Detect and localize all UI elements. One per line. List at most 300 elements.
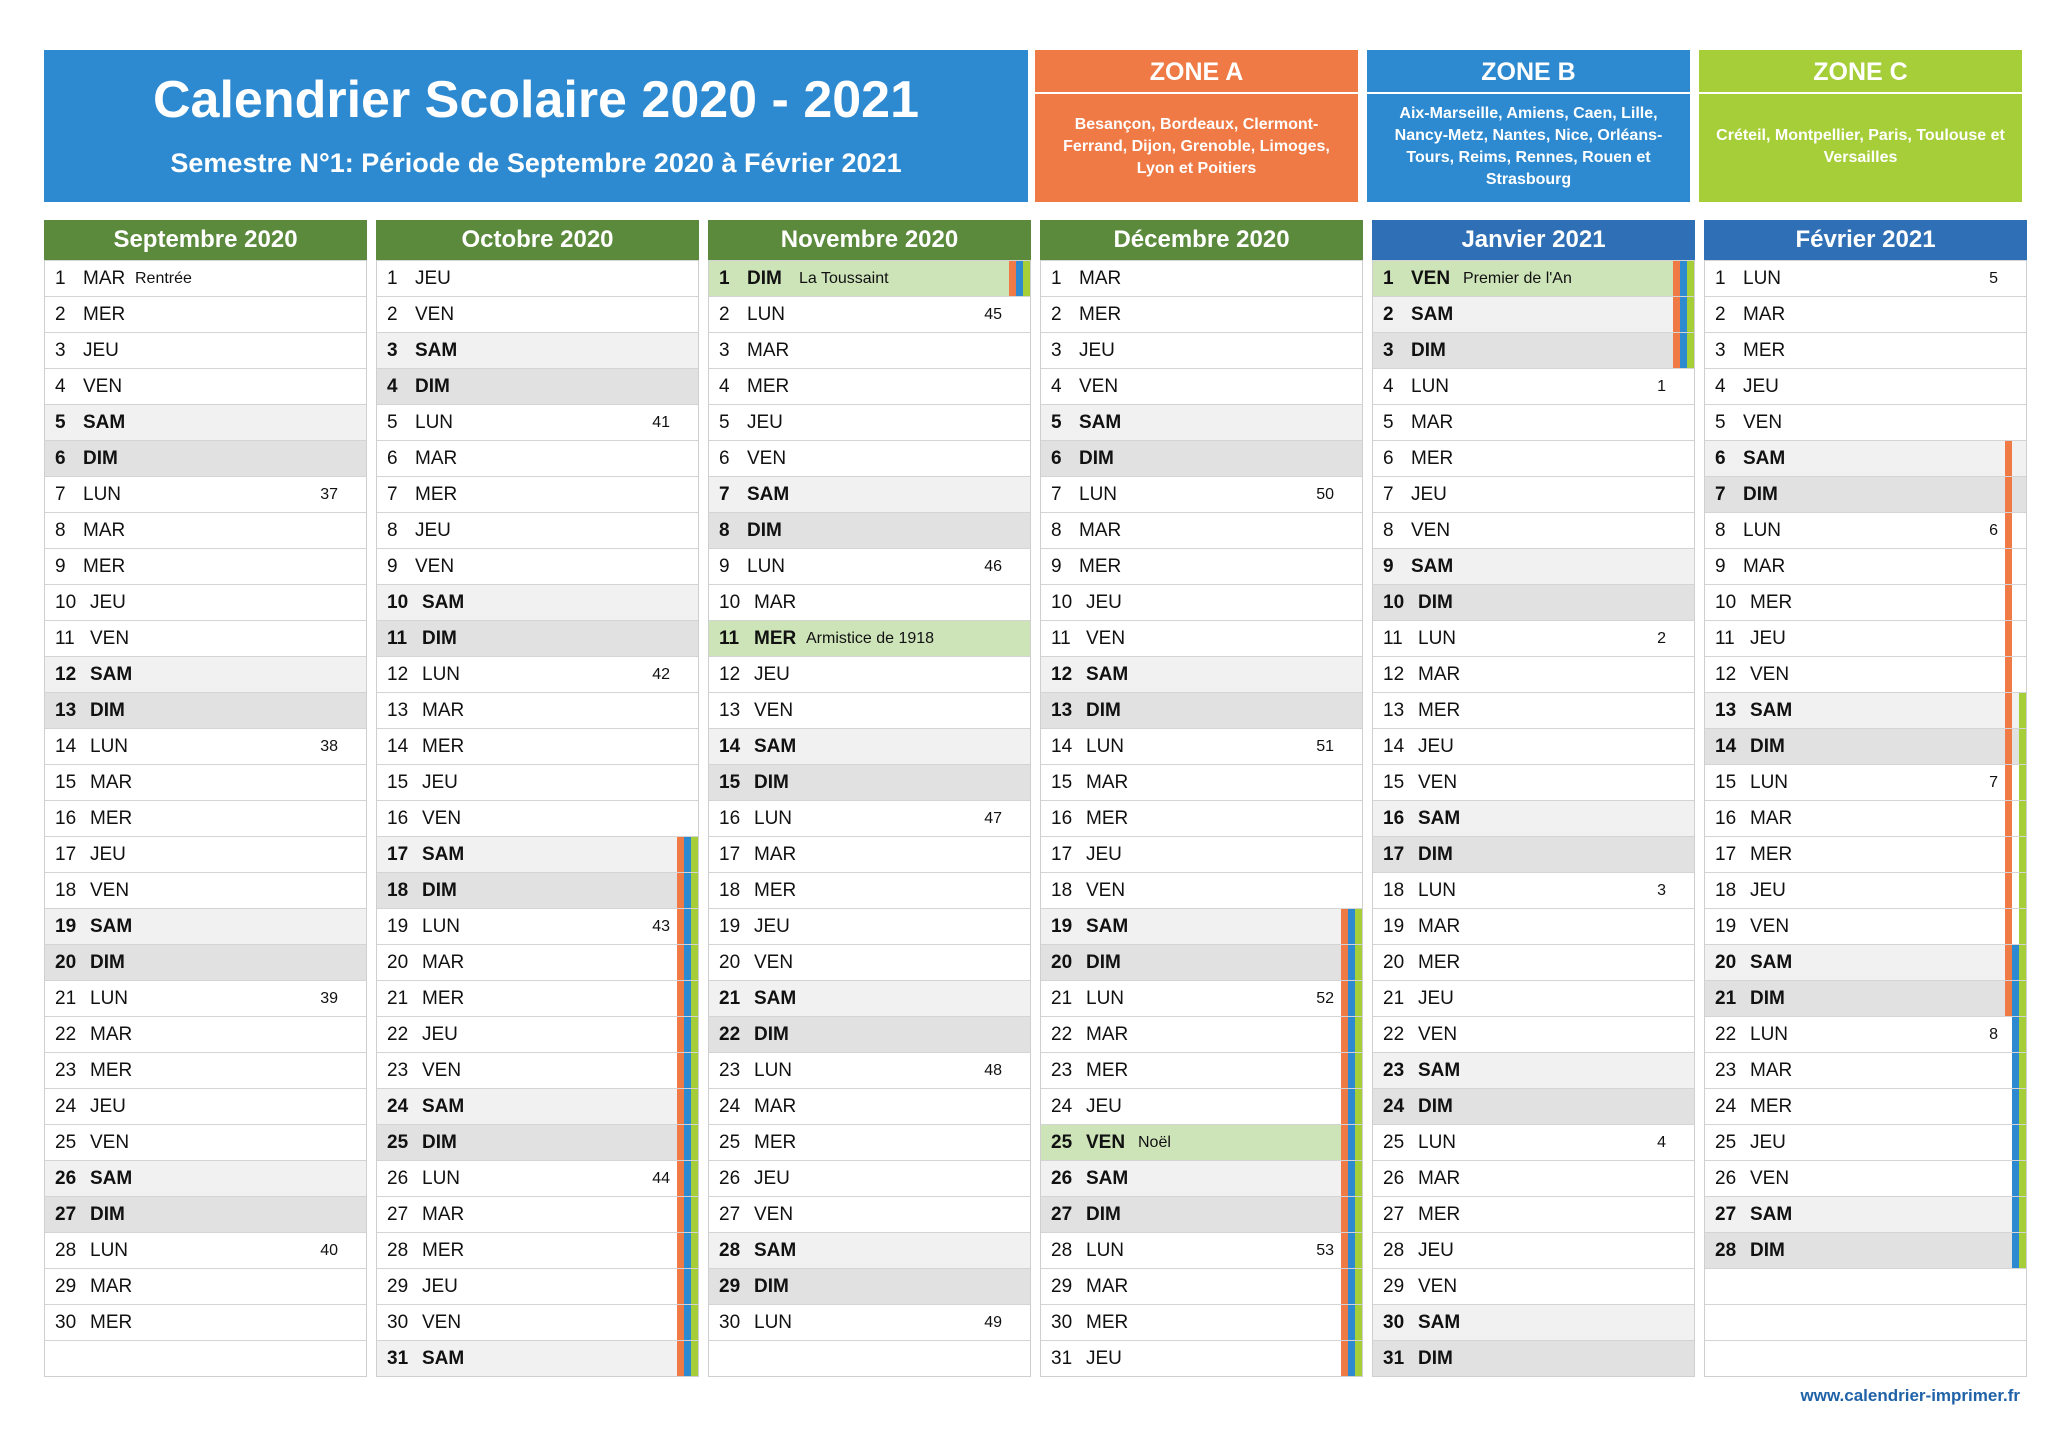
day-name: SAM [90, 664, 133, 685]
day-row [709, 656, 1030, 692]
zone-a-vacation-bar [1341, 981, 1348, 1016]
day-row [377, 1232, 698, 1268]
title-banner [44, 50, 1028, 202]
zone-a-vacation-bar [677, 1233, 684, 1268]
day-name: DIM [754, 1024, 789, 1045]
day-row [1373, 404, 1694, 440]
vacation-bars [1341, 1053, 1362, 1088]
day-name: LUN [747, 304, 786, 325]
zone-c-vacation-bar [1355, 1017, 1362, 1052]
vacation-bars [1673, 297, 1694, 332]
zone-a-vacation-bar [1341, 1125, 1348, 1160]
zone-b-vacation-bar [684, 1125, 691, 1160]
zone-a-vacation-bar [677, 1053, 684, 1088]
day-number: 9 [1051, 556, 1062, 577]
zone-c-vacation-bar [691, 1053, 698, 1088]
day-name: VEN [754, 700, 794, 721]
day-name: VEN [415, 304, 455, 325]
day-name: JEU [1418, 988, 1454, 1009]
day-number: 10 [1383, 592, 1405, 613]
vacation-bars [1341, 1017, 1362, 1052]
day-name: DIM [1750, 988, 1785, 1009]
day-row [45, 620, 366, 656]
day-row [1041, 764, 1362, 800]
day-name: VEN [415, 556, 455, 577]
day-row [45, 584, 366, 620]
day-row [45, 260, 366, 296]
zone-b-legend [1367, 50, 1690, 202]
day-name: MER [1411, 448, 1454, 469]
day-row [377, 404, 698, 440]
vacation-bars [2005, 693, 2026, 728]
day-row [1373, 692, 1694, 728]
day-row [45, 656, 366, 692]
day-row [1705, 800, 2026, 836]
zone-a-vacation-bar [2005, 1233, 2012, 1268]
day-name: JEU [415, 268, 451, 289]
day-row [377, 656, 698, 692]
day-row [709, 332, 1030, 368]
zone-a-vacation-bar [2005, 945, 2012, 980]
zone-c-vacation-bar [2019, 729, 2026, 764]
zone-a-vacation-bar [2005, 1017, 2012, 1052]
day-name: MER [422, 988, 465, 1009]
zone-b-vacation-bar [1348, 1053, 1355, 1088]
day-name: MER [90, 1312, 133, 1333]
day-number: 1 [1715, 268, 1726, 289]
day-name: MER [754, 628, 797, 649]
day-row [1373, 368, 1694, 404]
day-row [377, 260, 698, 296]
vacation-bars [677, 873, 698, 908]
day-row [1041, 1304, 1362, 1340]
day-number: 19 [719, 916, 741, 937]
zone-a-vacation-bar [2005, 801, 2012, 836]
vacation-bars [677, 1161, 698, 1196]
day-number: 4 [719, 376, 730, 397]
day-number: 2 [1383, 304, 1394, 325]
day-number: 1 [1051, 268, 1062, 289]
day-name: SAM [1743, 448, 1786, 469]
day-name: SAM [747, 484, 790, 505]
zone-c-vacation-bar [2019, 945, 2026, 980]
zone-b-vacation-bar [1348, 1269, 1355, 1304]
day-row [1041, 692, 1362, 728]
day-number: 25 [55, 1132, 77, 1153]
day-name: JEU [754, 664, 790, 685]
zone-a-vacation-bar [2005, 837, 2012, 872]
day-number: 20 [1715, 952, 1737, 973]
day-row [1705, 656, 2026, 692]
day-name: MAR [1079, 520, 1122, 541]
day-name: SAM [422, 1348, 465, 1369]
month-header: Janvier 2021 [1372, 220, 1695, 260]
zone-b-vacation-bar [684, 945, 691, 980]
day-number: 16 [387, 808, 409, 829]
day-name: LUN [754, 808, 793, 829]
vacation-bars [677, 1305, 698, 1340]
day-row [709, 440, 1030, 476]
day-number: 5 [55, 412, 66, 433]
day-row [1373, 764, 1694, 800]
day-name: MAR [1750, 808, 1793, 829]
vacation-bars [1009, 261, 1030, 296]
vacation-bars [1341, 909, 1362, 944]
day-name: LUN [754, 1312, 793, 1333]
day-number: 28 [1051, 1240, 1073, 1261]
day-row [709, 476, 1030, 512]
day-name: SAM [1418, 808, 1461, 829]
day-list [708, 260, 1031, 1377]
day-name: DIM [422, 628, 457, 649]
zone-c-vacation-bar [1687, 261, 1694, 296]
day-name: DIM [747, 520, 782, 541]
zone-a-vacation-bar [2005, 1053, 2012, 1088]
day-row [1373, 800, 1694, 836]
day-row [377, 296, 698, 332]
zone-a-vacation-bar [2005, 1089, 2012, 1124]
zone-a-vacation-bar [2005, 981, 2012, 1016]
zone-c-vacation-bar [2019, 765, 2026, 800]
day-row [377, 440, 698, 476]
zone-b-vacation-bar [1348, 1089, 1355, 1124]
zone-c-vacation-bar [2019, 513, 2026, 548]
day-number: 20 [387, 952, 409, 973]
week-number: 3 [1657, 882, 1666, 899]
zone-c-vacation-bar [1355, 1341, 1362, 1376]
zone-b-vacation-bar [2012, 477, 2019, 512]
day-row [1705, 404, 2026, 440]
zone-a-title: ZONE A [1035, 50, 1358, 94]
day-name: SAM [1079, 412, 1122, 433]
zone-a-vacation-bar [677, 1161, 684, 1196]
day-name: DIM [1750, 736, 1785, 757]
zone-c-legend [1699, 50, 2022, 202]
day-number: 20 [1051, 952, 1073, 973]
day-row [45, 404, 366, 440]
zone-b-vacation-bar [2012, 1125, 2019, 1160]
zone-a-vacation-bar [2005, 1125, 2012, 1160]
month-header: Octobre 2020 [376, 220, 699, 260]
week-number: 47 [984, 810, 1002, 827]
zone-b-vacation-bar [1016, 261, 1023, 296]
day-row [1041, 332, 1362, 368]
week-number: 49 [984, 1314, 1002, 1331]
vacation-bars [1341, 1341, 1362, 1376]
day-row [1373, 1052, 1694, 1088]
day-row [1373, 476, 1694, 512]
zone-a-vacation-bar [1341, 1233, 1348, 1268]
day-number: 21 [1383, 988, 1405, 1009]
day-number: 7 [1383, 484, 1394, 505]
day-row [1705, 764, 2026, 800]
day-row [377, 368, 698, 404]
vacation-bars [1341, 945, 1362, 980]
zone-c-vacation-bar [2019, 657, 2026, 692]
day-name: JEU [415, 520, 451, 541]
day-name: VEN [422, 1060, 462, 1081]
day-number: 15 [719, 772, 741, 793]
day-name: LUN [422, 916, 461, 937]
zone-b-vacation-bar [2012, 909, 2019, 944]
day-row [709, 1052, 1030, 1088]
week-number: 37 [320, 486, 338, 503]
day-number: 7 [719, 484, 730, 505]
day-row [45, 1124, 366, 1160]
zone-c-vacation-bar [691, 1269, 698, 1304]
day-row [1705, 368, 2026, 404]
day-name: VEN [83, 376, 123, 397]
vacation-bars [2005, 585, 2026, 620]
zone-b-vacation-bar [1348, 1197, 1355, 1232]
day-number: 21 [55, 988, 77, 1009]
day-number: 27 [719, 1204, 741, 1225]
day-name: SAM [1411, 556, 1454, 577]
vacation-bars [2005, 1053, 2026, 1088]
day-name: JEU [1079, 340, 1115, 361]
zone-c-vacation-bar [2019, 477, 2026, 512]
day-number: 11 [55, 628, 75, 649]
zone-c-vacation-bar [1355, 1161, 1362, 1196]
day-number: 18 [1383, 880, 1405, 901]
zone-b-vacation-bar [684, 873, 691, 908]
day-number: 19 [55, 916, 77, 937]
day-number: 27 [1051, 1204, 1073, 1225]
zone-c-title: ZONE C [1699, 50, 2022, 94]
zone-c-vacation-bar [1355, 1089, 1362, 1124]
day-row [45, 1232, 366, 1268]
vacation-bars [2005, 981, 2026, 1016]
day-number: 22 [1715, 1024, 1737, 1045]
day-name: LUN [747, 556, 786, 577]
zone-b-vacation-bar [2012, 873, 2019, 908]
day-row [45, 548, 366, 584]
day-number: 26 [55, 1168, 77, 1189]
day-row [709, 908, 1030, 944]
zone-c-vacation-bar [1687, 297, 1694, 332]
day-number: 16 [1051, 808, 1073, 829]
day-number: 7 [1051, 484, 1062, 505]
empty-row [45, 1340, 366, 1376]
day-row [377, 1340, 698, 1376]
zone-a-vacation-bar [2005, 513, 2012, 548]
day-row [377, 1304, 698, 1340]
vacation-bars [2005, 1017, 2026, 1052]
day-number: 24 [55, 1096, 77, 1117]
day-row [377, 980, 698, 1016]
week-number: 43 [652, 918, 670, 935]
zone-b-vacation-bar [2012, 981, 2019, 1016]
zone-c-vacation-bar [691, 1017, 698, 1052]
day-list [1372, 260, 1695, 1377]
zone-c-vacation-bar [691, 1125, 698, 1160]
day-number: 3 [387, 340, 398, 361]
zone-c-vacation-bar [691, 1089, 698, 1124]
zone-c-vacation-bar [1355, 1233, 1362, 1268]
day-number: 5 [1051, 412, 1062, 433]
zone-b-vacation-bar [1348, 945, 1355, 980]
day-row [1041, 1340, 1362, 1376]
day-row [709, 620, 1030, 656]
zone-a-vacation-bar [1341, 1341, 1348, 1376]
zone-b-vacation-bar [2012, 1161, 2019, 1196]
day-row [1373, 296, 1694, 332]
day-number: 17 [1715, 844, 1737, 865]
day-number: 25 [1051, 1132, 1073, 1153]
day-number: 31 [1051, 1348, 1073, 1369]
zone-c-vacation-bar [1355, 909, 1362, 944]
day-name: SAM [1411, 304, 1454, 325]
day-name: SAM [1086, 664, 1129, 685]
zone-b-vacation-bar [1348, 981, 1355, 1016]
day-row [709, 1088, 1030, 1124]
month-december-2020 [1040, 220, 1363, 1377]
day-name: SAM [90, 916, 133, 937]
day-name: JEU [90, 592, 126, 613]
day-row [45, 512, 366, 548]
day-number: 4 [1715, 376, 1726, 397]
day-name: LUN [1743, 520, 1782, 541]
zone-a-vacation-bar [1673, 333, 1680, 368]
day-name: DIM [90, 700, 125, 721]
zone-a-cities: Besançon, Bordeaux, Clermont-Ferrand, Dijon, Grenoble, Limoges, Lyon et Poitiers [1063, 116, 1330, 177]
day-name: MAR [1743, 304, 1786, 325]
day-row [1041, 800, 1362, 836]
day-row [45, 728, 366, 764]
day-row [377, 1088, 698, 1124]
zone-a-vacation-bar [2005, 693, 2012, 728]
empty-row [1705, 1304, 2026, 1340]
vacation-bars [1341, 1197, 1362, 1232]
zone-a-vacation-bar [1673, 261, 1680, 296]
day-row [1041, 656, 1362, 692]
day-row [1705, 1232, 2026, 1268]
day-name: LUN [1418, 880, 1457, 901]
day-name: DIM [754, 772, 789, 793]
day-row [1373, 980, 1694, 1016]
day-name: DIM [1743, 484, 1778, 505]
day-row [377, 512, 698, 548]
day-name: MER [422, 1240, 465, 1261]
day-name: MAR [415, 448, 458, 469]
day-number: 5 [1715, 412, 1726, 433]
vacation-bars [677, 1089, 698, 1124]
empty-row [1705, 1268, 2026, 1304]
day-number: 20 [55, 952, 77, 973]
day-number: 12 [387, 664, 409, 685]
day-row [45, 1052, 366, 1088]
day-name: MER [1086, 1060, 1129, 1081]
day-number: 1 [55, 268, 66, 289]
day-number: 13 [387, 700, 409, 721]
day-row [377, 1016, 698, 1052]
day-name: DIM [90, 952, 125, 973]
day-row [1373, 1340, 1694, 1376]
zone-a-vacation-bar [2005, 765, 2012, 800]
zone-b-vacation-bar [1348, 1125, 1355, 1160]
day-number: 26 [719, 1168, 741, 1189]
zone-b-vacation-bar [2012, 513, 2019, 548]
day-name: MER [754, 1132, 797, 1153]
day-row [1041, 836, 1362, 872]
day-number: 24 [1051, 1096, 1073, 1117]
day-number: 20 [719, 952, 741, 973]
day-name: MAR [422, 700, 465, 721]
day-name: MAR [747, 340, 790, 361]
day-number: 19 [1383, 916, 1405, 937]
day-number: 30 [387, 1312, 409, 1333]
day-number: 17 [55, 844, 77, 865]
day-name: DIM [422, 1132, 457, 1153]
zone-c-vacation-bar [2019, 1197, 2026, 1232]
zone-c-vacation-bar [1687, 333, 1694, 368]
zone-c-vacation-bar [1023, 261, 1030, 296]
zone-a-vacation-bar [1341, 1197, 1348, 1232]
day-number: 13 [719, 700, 741, 721]
day-row [1373, 260, 1694, 296]
zone-c-vacation-bar [2019, 441, 2026, 476]
day-row [709, 404, 1030, 440]
day-name: JEU [422, 1276, 458, 1297]
day-row [377, 476, 698, 512]
day-name: SAM [1750, 952, 1793, 973]
holiday-label: Premier de l'An [1463, 270, 1572, 287]
day-list [1704, 260, 2027, 1377]
day-name: MAR [1086, 1276, 1129, 1297]
zone-c-vacation-bar [691, 945, 698, 980]
day-row [1373, 548, 1694, 584]
day-name: MER [415, 484, 458, 505]
day-row [45, 872, 366, 908]
day-number: 28 [1715, 1240, 1737, 1261]
day-name: MAR [90, 1276, 133, 1297]
vacation-bars [2005, 1233, 2026, 1268]
vacation-bars [2005, 945, 2026, 980]
zone-b-vacation-bar [2012, 729, 2019, 764]
day-name: SAM [754, 988, 797, 1009]
day-number: 21 [719, 988, 741, 1009]
zone-a-vacation-bar [677, 909, 684, 944]
footer-website-link[interactable]: www.calendrier-imprimer.fr [1800, 1386, 2020, 1405]
month-october-2020 [376, 220, 699, 1377]
day-name: MER [1418, 700, 1461, 721]
zone-b-vacation-bar [684, 1269, 691, 1304]
day-number: 18 [1051, 880, 1073, 901]
day-number: 3 [1715, 340, 1726, 361]
day-number: 7 [55, 484, 66, 505]
zone-b-title: ZONE B [1367, 50, 1690, 94]
day-row [1041, 548, 1362, 584]
week-number: 46 [984, 558, 1002, 575]
day-name: LUN [1079, 484, 1118, 505]
day-name: SAM [1086, 916, 1129, 937]
day-row [709, 512, 1030, 548]
vacation-bars [677, 1341, 698, 1376]
day-number: 14 [1383, 736, 1405, 757]
day-number: 16 [1383, 808, 1405, 829]
zone-a-legend [1035, 50, 1358, 202]
day-number: 12 [1383, 664, 1405, 685]
zone-a-vacation-bar [1341, 909, 1348, 944]
day-number: 11 [387, 628, 408, 649]
day-number: 2 [719, 304, 730, 325]
day-row [1373, 584, 1694, 620]
vacation-bars [677, 1269, 698, 1304]
day-name: LUN [754, 1060, 793, 1081]
day-name: VEN [747, 448, 787, 469]
week-number: 6 [1989, 522, 1998, 539]
day-row [377, 1268, 698, 1304]
